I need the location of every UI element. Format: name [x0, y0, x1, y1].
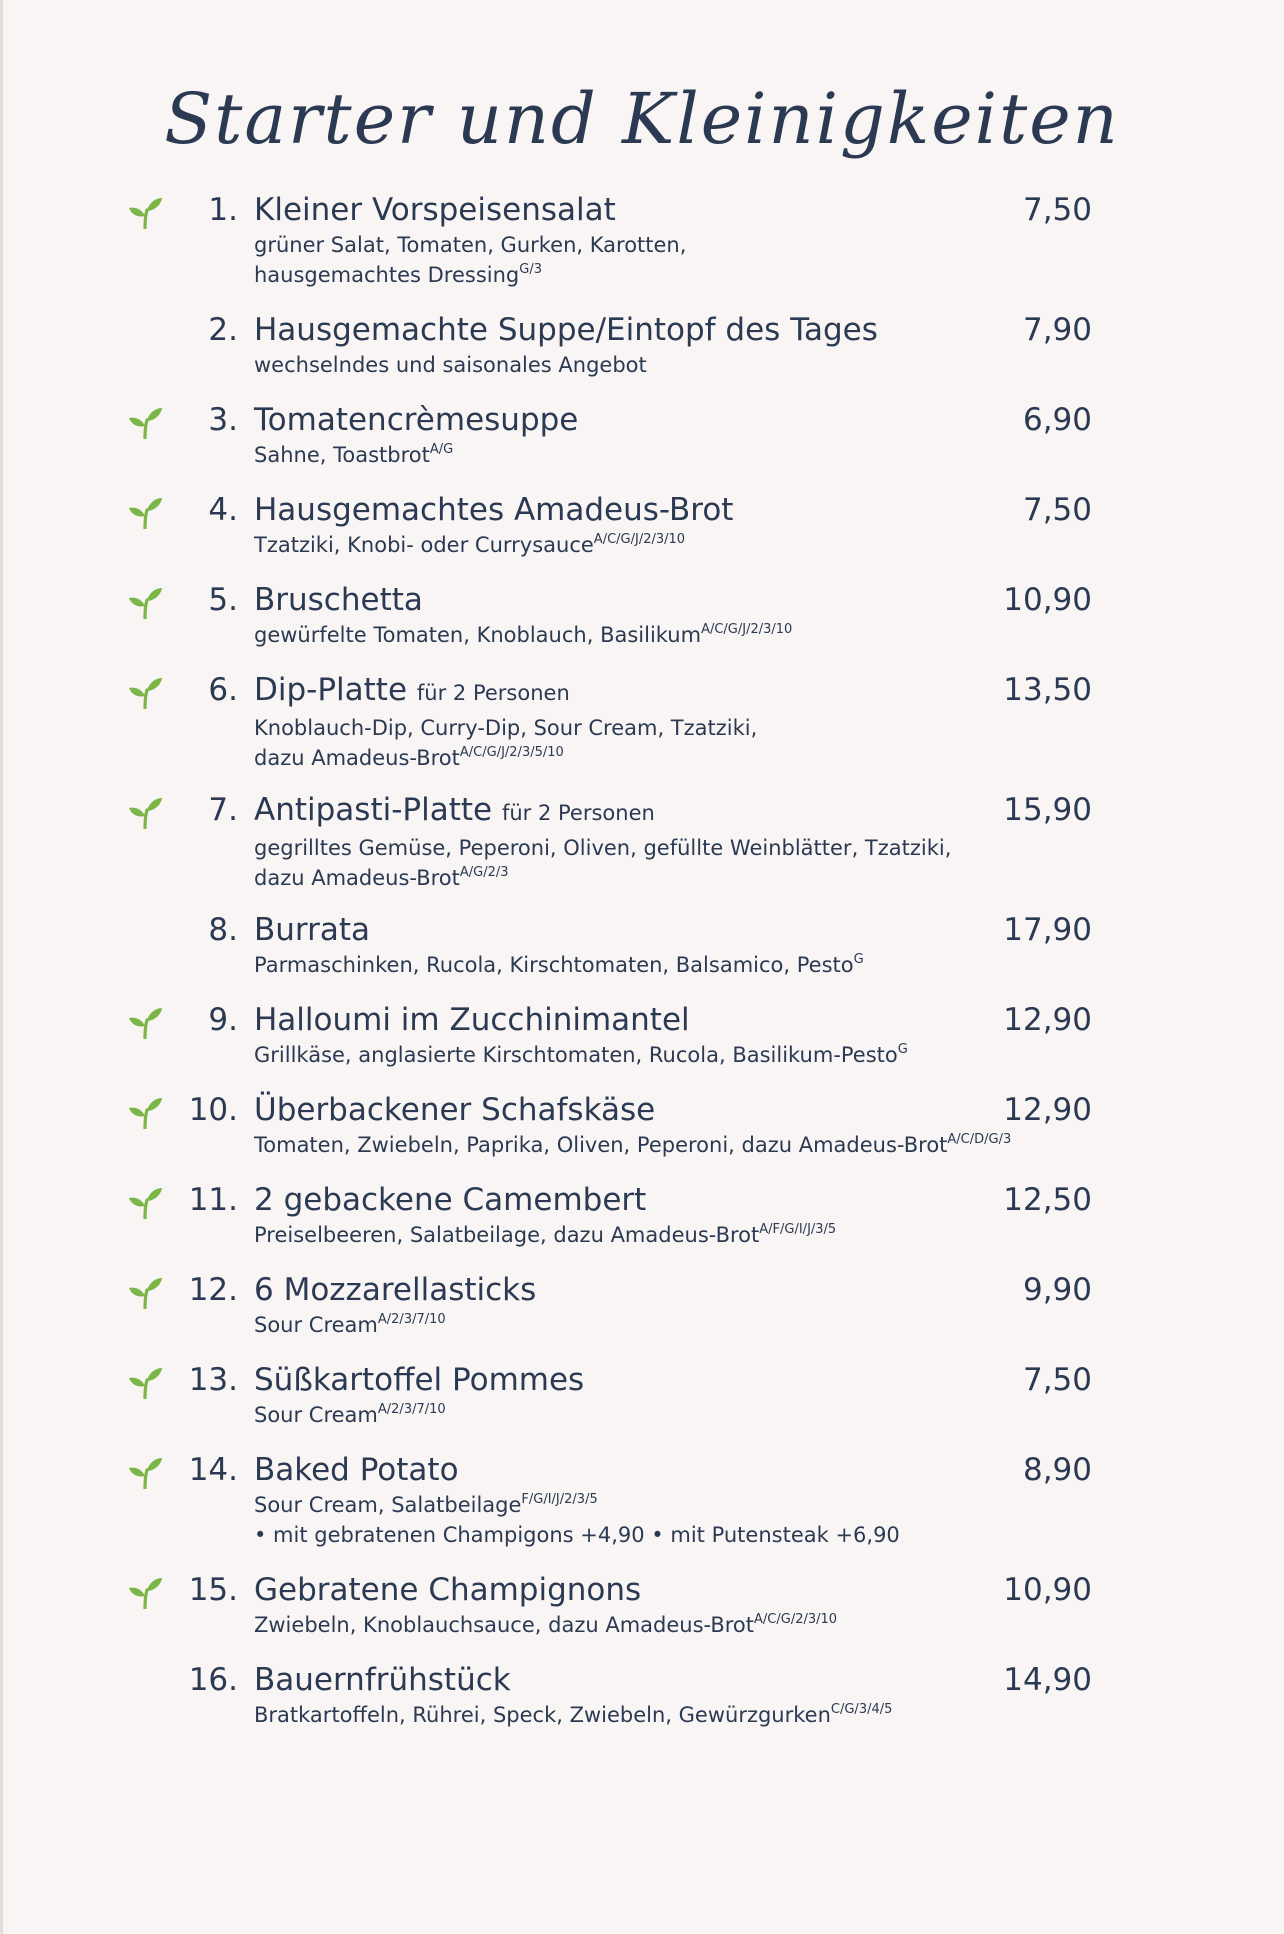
item-number: 13. — [188, 1362, 238, 1398]
item-description-text: gewürfelte Tomaten, Knoblauch, Basilikum — [254, 623, 702, 647]
item-name-text: 6 Mozzarellasticks — [254, 1272, 537, 1308]
vegetarian-leaf-icon — [127, 585, 163, 619]
item-body — [254, 1450, 1054, 1550]
item-number: 10. — [188, 1092, 238, 1128]
allergen-codes: A/G/2/3 — [459, 865, 509, 880]
vegetarian-leaf-icon — [127, 195, 163, 229]
item-name — [254, 790, 1054, 833]
item-number: 1. — [208, 192, 238, 228]
item-price: 10,90 — [1003, 582, 1092, 618]
item-number: 2. — [208, 312, 238, 348]
item-price: 7,50 — [1022, 192, 1092, 228]
item-name-text: Kleiner Vorspeisensalat — [254, 192, 616, 228]
item-name — [254, 1570, 1054, 1610]
item-body — [254, 1270, 1054, 1340]
item-body — [254, 490, 1054, 560]
item-description — [254, 1220, 1054, 1250]
item-description — [254, 440, 1054, 470]
item-description — [254, 1520, 1054, 1550]
allergen-codes: A/F/G/I/J/3/5 — [759, 1222, 837, 1237]
item-body — [254, 400, 1054, 470]
item-name — [254, 670, 1054, 713]
item-number: 12. — [188, 1272, 238, 1308]
item-name-text: Gebratene Champignons — [254, 1572, 642, 1608]
vegetarian-leaf-icon — [127, 495, 163, 529]
item-body — [254, 310, 1054, 380]
item-description-text: Sour Cream — [254, 1313, 378, 1337]
item-name-text: Bruschetta — [254, 582, 423, 618]
item-description — [254, 1130, 1054, 1160]
item-name-text: Bauernfrühstück — [254, 1662, 511, 1698]
item-description-text: grüner Salat, Tomaten, Gurken, Karotten, — [254, 233, 687, 257]
item-body — [254, 1360, 1054, 1430]
item-description — [254, 743, 1054, 773]
vegetarian-leaf-icon — [127, 1005, 163, 1039]
allergen-codes: A/C/G/J/2/3/10 — [593, 532, 686, 547]
item-description-text: Tomaten, Zwiebeln, Paprika, Oliven, Peperoni, dazu Amadeus-Brot — [254, 1133, 948, 1157]
allergen-codes: A/C/D/G/3 — [947, 1132, 1012, 1147]
vegetarian-leaf-icon — [127, 1365, 163, 1399]
item-name — [254, 400, 1054, 440]
item-name — [254, 1360, 1054, 1400]
item-price: 13,50 — [1003, 672, 1092, 708]
item-body — [254, 910, 1054, 980]
item-name — [254, 190, 1054, 230]
page-title: Starter und Kleinigkeiten — [164, 78, 1120, 160]
vegetarian-leaf-icon — [127, 675, 163, 709]
vegetarian-leaf-icon — [127, 1275, 163, 1309]
item-name — [254, 1180, 1054, 1220]
item-price: 7,50 — [1022, 1362, 1092, 1398]
item-price: 17,90 — [1003, 912, 1092, 948]
item-description — [254, 260, 1054, 290]
item-name — [254, 1660, 1054, 1700]
item-price: 12,90 — [1003, 1092, 1092, 1128]
vegetarian-leaf-icon — [127, 1095, 163, 1129]
item-body — [254, 670, 1054, 773]
item-number: 4. — [208, 492, 238, 528]
item-description-text: dazu Amadeus-Brot — [254, 866, 460, 890]
allergen-codes: G/3 — [519, 262, 542, 277]
item-price: 7,90 — [1022, 312, 1092, 348]
item-name-text: Dip-Platte — [254, 672, 408, 708]
item-name — [254, 580, 1054, 620]
item-price: 9,90 — [1022, 1272, 1092, 1308]
item-description — [254, 863, 1054, 893]
item-body — [254, 1660, 1054, 1730]
item-description-text: hausgemachtes Dressing — [254, 263, 520, 287]
allergen-codes: A/C/G/2/3/10 — [754, 1612, 838, 1627]
vegetarian-leaf-icon — [127, 1575, 163, 1609]
item-price: 7,50 — [1022, 492, 1092, 528]
item-name-text: 2 gebackene Camembert — [254, 1182, 647, 1218]
item-name-text: Hausgemachtes Amadeus-Brot — [254, 492, 734, 528]
item-description-text: Sour Cream, Salatbeilage — [254, 1493, 522, 1517]
item-description-text: Parmaschinken, Rucola, Kirschtomaten, Balsamico, Pesto — [254, 953, 854, 977]
allergen-codes: A/C/G/J/2/3/5/10 — [459, 745, 564, 760]
allergen-codes: A/G — [429, 442, 454, 457]
item-description — [254, 1310, 1054, 1340]
item-body — [254, 1090, 1054, 1160]
item-description-text: Preiselbeeren, Salatbeilage, dazu Amadeus-Brot — [254, 1223, 760, 1247]
item-number: 9. — [208, 1002, 238, 1038]
item-note: für 2 Personen — [501, 801, 655, 825]
allergen-codes: G — [897, 1042, 908, 1057]
allergen-codes: F/G/I/J/2/3/5 — [521, 1492, 598, 1507]
item-description — [254, 950, 1054, 980]
item-number: 11. — [188, 1182, 238, 1218]
vegetarian-leaf-icon — [127, 1455, 163, 1489]
allergen-codes: A/C/G/J/2/3/10 — [701, 622, 793, 637]
item-description — [254, 833, 1054, 863]
item-price: 10,90 — [1003, 1572, 1092, 1608]
item-description-text: Sahne, Toastbrot — [254, 443, 430, 467]
item-name — [254, 1090, 1054, 1130]
item-name-text: Baked Potato — [254, 1452, 459, 1488]
item-price: 8,90 — [1022, 1452, 1092, 1488]
item-description — [254, 1490, 1054, 1520]
item-name-text: Tomatencrèmesuppe — [254, 402, 579, 438]
item-number: 5. — [208, 582, 238, 618]
item-number: 16. — [188, 1662, 238, 1698]
vegetarian-leaf-icon — [127, 1185, 163, 1219]
item-description — [254, 350, 1054, 380]
item-name-text: Hausgemachte Suppe/Eintopf des Tages — [254, 312, 878, 348]
item-body — [254, 190, 1054, 290]
item-description-text: Bratkartoffeln, Rührei, Speck, Zwiebeln, Gewürzgurken — [254, 1703, 831, 1727]
item-number: 7. — [208, 792, 238, 828]
item-description — [254, 530, 1054, 560]
item-number: 14. — [188, 1452, 238, 1488]
item-price: 15,90 — [1003, 792, 1092, 828]
item-body — [254, 790, 1054, 893]
item-name — [254, 1000, 1054, 1040]
item-body — [254, 1000, 1054, 1070]
item-body — [254, 580, 1054, 650]
item-description-text: dazu Amadeus-Brot — [254, 746, 460, 770]
allergen-codes: A/2/3/7/10 — [377, 1402, 446, 1417]
item-description-text: gegrilltes Gemüse, Peperoni, Oliven, gefüllte Weinblätter, Tzatziki, — [254, 836, 952, 860]
vegetarian-leaf-icon — [127, 795, 163, 829]
allergen-codes: C/G/3/4/5 — [830, 1702, 893, 1717]
item-name — [254, 490, 1054, 530]
item-name-text: Antipasti-Platte — [254, 792, 493, 828]
item-description-text: wechselndes und saisonales Angebot — [254, 353, 647, 377]
item-name-text: Burrata — [254, 912, 371, 948]
item-name — [254, 310, 1054, 350]
item-description — [254, 1400, 1054, 1430]
item-description — [254, 1610, 1054, 1640]
vegetarian-leaf-icon — [127, 405, 163, 439]
allergen-codes: A/2/3/7/10 — [377, 1312, 446, 1327]
page-edge — [0, 0, 3, 1934]
item-number: 8. — [208, 912, 238, 948]
item-number: 3. — [208, 402, 238, 438]
item-price: 12,90 — [1003, 1002, 1092, 1038]
item-body — [254, 1570, 1054, 1640]
item-description — [254, 1700, 1054, 1730]
item-note: für 2 Personen — [416, 681, 570, 705]
item-description — [254, 620, 1054, 650]
item-number: 15. — [188, 1572, 238, 1608]
item-description-text: Knoblauch-Dip, Curry-Dip, Sour Cream, Tzatziki, — [254, 716, 758, 740]
item-price: 12,50 — [1003, 1182, 1092, 1218]
item-description — [254, 713, 1054, 743]
item-description-text: Sour Cream — [254, 1403, 378, 1427]
item-description-text: Tzatziki, Knobi- oder Currysauce — [254, 533, 594, 557]
item-name — [254, 910, 1054, 950]
item-body — [254, 1180, 1054, 1250]
item-price: 14,90 — [1003, 1662, 1092, 1698]
item-price: 6,90 — [1022, 402, 1092, 438]
allergen-codes: G — [853, 952, 864, 967]
item-description-text: Zwiebeln, Knoblauchsauce, dazu Amadeus-Brot — [254, 1613, 755, 1637]
item-description — [254, 230, 1054, 260]
item-name — [254, 1270, 1054, 1310]
item-number: 6. — [208, 672, 238, 708]
item-name-text: Süßkartoffel Pommes — [254, 1362, 585, 1398]
item-name-text: Überbackener Schafskäse — [254, 1092, 656, 1128]
item-description-text: • mit gebratenen Champigons +4,90 • mit Putensteak +6,90 — [254, 1523, 900, 1547]
item-description-text: Grillkäse, anglasierte Kirschtomaten, Rucola, Basilikum-Pesto — [254, 1043, 898, 1067]
item-name — [254, 1450, 1054, 1490]
item-description — [254, 1040, 1054, 1070]
item-name-text: Halloumi im Zucchinimantel — [254, 1002, 690, 1038]
